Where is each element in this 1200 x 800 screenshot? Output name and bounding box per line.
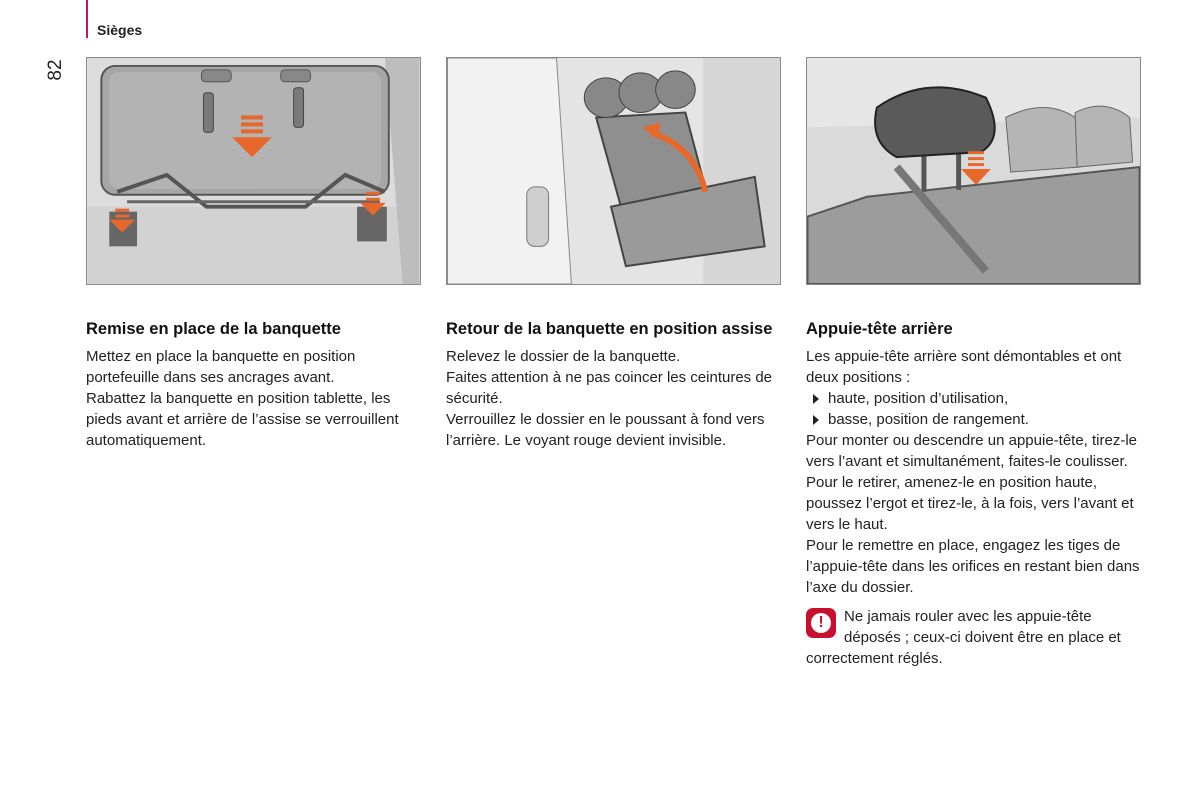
list-item <box>806 409 1146 430</box>
paragraph: Pour le retirer, amenez-le en position haute, poussez l’ergot et tirez-le, à la fois, vers l’avant et vers le haut. <box>806 474 1134 533</box>
paragraph: Verrouillez le dossier en le poussant à fond vers l’arrière. Le voyant rouge devient invisible. <box>446 411 765 449</box>
warning-text: Ne jamais rouler avec les appuie-tête déposés ; ceux-ci doivent être en place et correctement réglés. <box>806 608 1121 667</box>
list-item-text: basse, position de rangement. <box>828 411 1029 428</box>
figure-bench-folded <box>86 57 421 285</box>
position-list <box>806 388 1146 430</box>
paragraph: Faites attention à ne pas coincer les ceintures de sécurité. <box>446 369 773 407</box>
paragraph: Pour le remettre en place, engagez les tiges de l’appuie-tête dans les orifices en restant bien dans l’axe du dossier. <box>806 537 1140 596</box>
column-bench-return <box>446 320 776 451</box>
paragraph: Relevez le dossier de la banquette. <box>446 348 681 365</box>
column-title: Remise en place de la banquette <box>86 320 341 338</box>
list-item <box>806 388 1146 409</box>
warning-note <box>806 606 1146 669</box>
warning-exclamation-icon: ! <box>806 608 836 638</box>
intro-paragraph: Les appuie-tête arrière sont démontables et ont deux positions : <box>806 348 1122 386</box>
bullet-triangle-icon <box>813 394 819 404</box>
bullet-triangle-icon <box>813 415 819 425</box>
figure-headrest <box>806 57 1141 285</box>
figure-bench-seated <box>446 57 781 285</box>
paragraph: Rabattez la banquette en position tablette, les pieds avant et arrière de l’assise se verrouillent automatiquement. <box>86 390 399 449</box>
section-accent-bar <box>86 0 88 38</box>
column-title: Retour de la banquette en position assise <box>446 320 773 338</box>
page-number: 82 <box>45 59 66 81</box>
column-title: Appuie-tête arrière <box>806 320 953 338</box>
paragraph: Mettez en place la banquette en position portefeuille dans ses ancrages avant. <box>86 348 356 386</box>
column-rear-headrest <box>806 320 1146 669</box>
column-bench-reinstall <box>86 320 416 451</box>
paragraph: Pour monter ou descendre un appuie-tête, tirez-le vers l’avant et simultanément, faites-le coulisser. <box>806 432 1138 470</box>
list-item-text: haute, position d’utilisation, <box>828 390 1009 407</box>
section-title: Sièges <box>97 22 143 38</box>
